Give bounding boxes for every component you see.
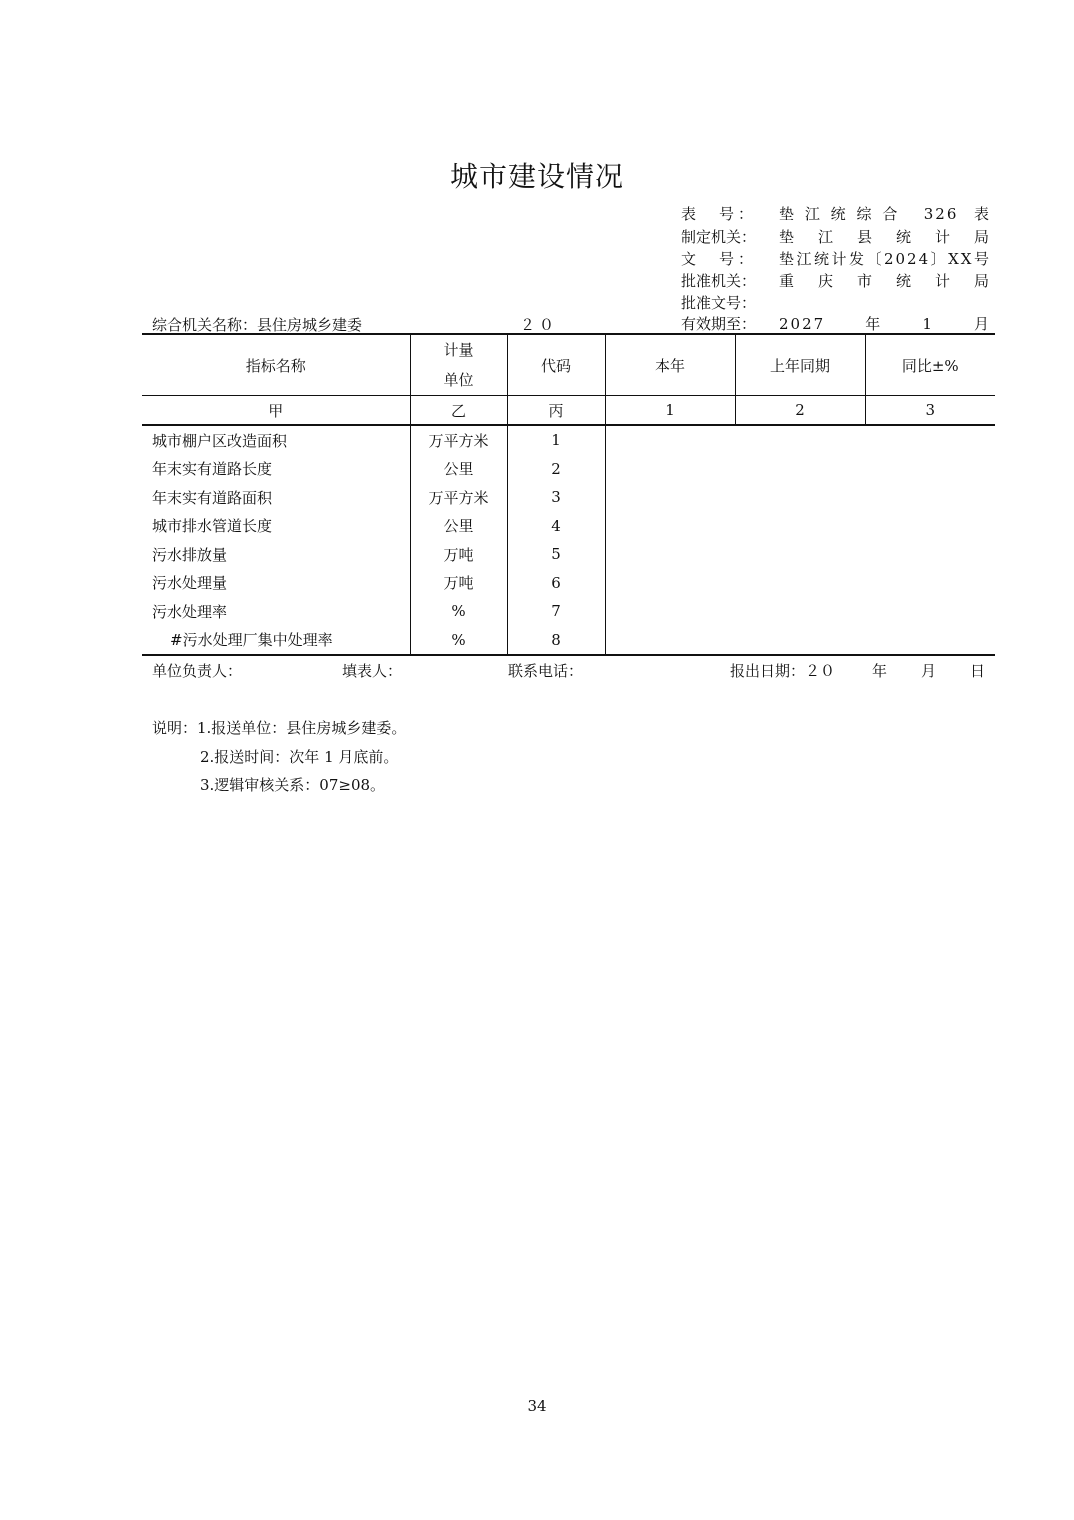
row-name: 城市棚户区改造面积 [152,431,288,450]
statistics-table [142,333,995,656]
row-value-cell [605,540,995,569]
row-value-cell [605,626,995,656]
table-header-row [142,334,995,396]
row-value-cell [605,597,995,626]
subheader-cell: 2 [735,396,865,426]
row-name: 污水排放量 [152,545,228,564]
footer-day: 日 [970,662,986,680]
meta-document-number [681,248,991,270]
row-unit: % [410,626,507,656]
meta-label: 批准文号： [681,294,757,312]
row-unit: 万平方米 [410,425,507,455]
note-line: 2.报送时间：次年 1 月底前。 [200,748,399,766]
row-unit: % [410,597,507,626]
header-code: 代码 [507,334,605,396]
header-last-year: 上年同期 [735,334,865,396]
meta-value: 2027年1月 [779,315,991,333]
subheader-cell: 甲 [142,396,410,426]
row-code: 5 [507,540,605,569]
row-value-cell [605,455,995,484]
table-subheader-row [142,396,995,426]
page-title: 城市建设情况 [449,160,624,193]
table-row [142,626,995,656]
header-indicator-name: 指标名称 [142,334,410,396]
row-unit: 万吨 [410,569,507,598]
subheader-cell: 乙 [410,396,507,426]
meta-value: 重庆市统计局 [779,272,991,290]
table-row [142,425,995,455]
meta-label: 制定机关： [681,228,757,246]
table-row [142,512,995,541]
table-row [142,455,995,484]
row-unit: 万平方米 [410,483,507,512]
meta-value: 垫江统综合 326 表 [779,205,991,223]
row-name: 年末实有道路面积 [152,488,273,507]
meta-label: 文 号： [681,250,753,268]
footer-phone: 联系电话： [508,662,584,680]
row-name: 污水处理量 [152,574,228,593]
row-value-cell [605,569,995,598]
meta-value: 垫江县统计局 [779,228,991,246]
row-unit: 公里 [410,455,507,484]
row-name: #污水处理厂集中处理率 [142,626,410,656]
meta-label: 表 号： [681,205,753,223]
row-name: 年末实有道路长度 [152,460,273,479]
meta-approval-number [681,292,991,314]
subheader-cell: 1 [605,396,735,426]
header-this-year: 本年 [605,334,735,396]
row-value-cell [605,425,995,455]
row-unit: 万吨 [410,540,507,569]
row-name: 城市排水管道长度 [152,517,273,536]
row-code: 4 [507,512,605,541]
footer-date-label: 报出日期：２０ [730,662,836,680]
footer-filler: 填表人： [342,662,403,680]
note-line: 3.逻辑审核关系：07≥08。 [200,776,386,794]
page-number: 34 [527,1397,547,1415]
footer-leader: 单位负责人： [152,662,243,680]
meta-valid-until [681,313,991,335]
row-code: 8 [507,626,605,656]
subheader-cell: 丙 [507,396,605,426]
table-row [142,540,995,569]
header-unit [410,334,507,396]
header-yoy: 同比±% [865,334,995,396]
row-name: 污水处理率 [152,602,228,621]
table-row [142,569,995,598]
row-code: 7 [507,597,605,626]
note-line: 说明：1.报送单位：县住房城乡建委。 [152,719,407,737]
meta-label: 批准机关： [681,272,757,290]
table-row [142,597,995,626]
header-unit-line1: 计量 [443,341,474,359]
row-code: 3 [507,483,605,512]
meta-issuing-authority [681,226,991,248]
meta-label: 有效期至： [681,315,757,333]
meta-value: 垫江统计发〔2024〕XX号 [779,250,991,268]
row-code: 6 [507,569,605,598]
row-value-cell [605,512,995,541]
header-unit-line2: 单位 [443,371,474,389]
reporting-unit-name: 综合机关名称：县住房城乡建委 [152,316,363,334]
meta-form-number [681,203,991,225]
footer-month: 月 [921,662,937,680]
table-row [142,483,995,512]
row-value-cell [605,483,995,512]
row-code: 2 [507,455,605,484]
row-unit: 公里 [410,512,507,541]
reporting-year: ２０ [520,316,559,334]
row-code: 1 [507,425,605,455]
meta-approval-authority [681,270,991,292]
subheader-cell: 3 [865,396,995,426]
footer-year: 年 [872,662,888,680]
